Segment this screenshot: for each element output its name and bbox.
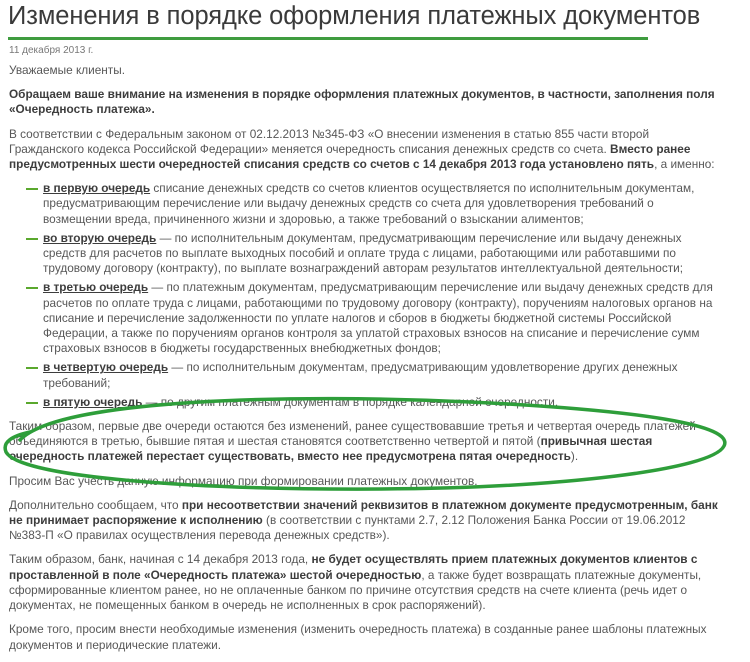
list-item: [9, 231, 724, 277]
list-item: [9, 181, 724, 227]
queue-term: во вторую очередь: [43, 230, 157, 245]
closing-paragraph: Кроме того, просим внести необходимые изменения (изменить очередность платежа) в созданные ранее шаблоны платежных документов и периодические платежи.: [9, 622, 707, 652]
queue-text: — по исполнительным документам, предусматривающим удовлетворение других денежных требований;: [43, 360, 678, 390]
bank-bold: не будет осуществлять прием платежных документов клиентов с проставленной в поле «Очередность платежа» шестой очередностью: [9, 552, 698, 582]
law-bold: Вместо ранее предусмотренных шести очередностей списания средств со счетов с 14 декабря 2013 года установлено пять: [9, 141, 691, 172]
title-underline: [8, 37, 648, 40]
queue-text: — по исполнительным документам, предусматривающим перечисление или выдачу денежных средств для расчетов по выплате выходных пособий и оплате труда с лицами, работающими или работавшими по трудовому договору (контракту), по выплате вознаграждений авторам результатов интеллектуальной деятельности;: [43, 230, 684, 276]
summary-tail: ).: [570, 449, 579, 464]
queue-term: в пятую очередь: [43, 394, 143, 409]
queue-text: — по другим платежным документам в порядке календарной очередности.: [142, 394, 559, 409]
law-tail: , а именно:: [654, 157, 715, 172]
bank-tail: , а также будет возвращать платежные документы, сформированные клиентом ранее, но не оплаченные банком по причине отсутствия средств на счете клиента (речь идет о документах, не помещенных банком в очередь не исполненных в срок распоряжений).: [9, 567, 702, 613]
summary-paragraph: [9, 419, 724, 465]
additional-paragraph: [9, 498, 724, 544]
dash-bullet-icon: [26, 188, 38, 190]
summary-text: Таким образом, первые две очереди остаются без изменений, ранее существовавшие третья и четвертая очередь платежей объединяются в третью, бывшие пятая и шестая становятся соответственно четвертой и пятой (: [9, 419, 696, 449]
law-paragraph: [9, 127, 724, 173]
page-title: Изменения в порядке оформления платежных документов: [8, 2, 701, 30]
list-item: [9, 360, 724, 390]
queue-list: [9, 181, 724, 410]
dash-bullet-icon: [26, 287, 38, 289]
bank-paragraph: [9, 552, 724, 613]
bank-text: Таким образом, банк, начиная с 14 декабря 2013 года,: [9, 552, 312, 567]
intro-paragraph: [9, 87, 724, 117]
dash-bullet-icon: [26, 367, 38, 369]
greeting: Уважаемые клиенты.: [9, 63, 125, 77]
additional-bold: при несоответствии значений реквизитов в платежном документе предусмотренным, банк не принимает распоряжение к исполнению: [9, 497, 718, 528]
list-item: [9, 395, 724, 410]
queue-term: в четвертую очередь: [43, 360, 169, 375]
summary-bold: привычная шестая очередность платежей перестает существовать, вместо нее предусмотрена пятая очередность: [9, 434, 653, 464]
article-body: [9, 63, 724, 662]
dash-bullet-icon: [26, 238, 38, 240]
intro-text: Обращаем ваше внимание на изменения в порядке оформления платежных документов, в частности, заполнения поля «Очередность платежа».: [9, 87, 715, 117]
queue-text: списание денежных средств со счетов клиентов осуществляется по исполнительным документам, предусматривающим перечисление или выдачу денежных средств со счета для удовлетворения требований о возмещении вреда, причиненного жизни и здоровью, а также требований о взыскании алиментов;: [43, 181, 695, 226]
queue-term: в первую очередь: [43, 181, 151, 196]
additional-text: Дополнительно сообщаем, что: [9, 497, 182, 512]
publication-date: 11 декабря 2013 г.: [9, 45, 94, 56]
additional-tail: (в соответствии с пунктами 2.7, 2.12 Положения Банка России от 19.06.2012 №383-П «О правилах осуществления перевода денежных средств»).: [9, 513, 686, 543]
law-text: В соответствии с Федеральным законом от 02.12.2013 №345-ФЗ «О внесении изменения в статью 855 части второй Гражданского кодекса Российской Федерации» меняется очередность списания денежных средств со счета.: [9, 126, 650, 156]
queue-term: в третью очередь: [43, 280, 149, 295]
dash-bullet-icon: [26, 402, 38, 404]
queue-text: — по платежным документам, предусматривающим перечисление или выдачу денежных средств для расчетов по оплате труда с лицами, работающими по трудовому договору (контракту), поручениям налоговых органов на списание и перечисление задолженности по уплате налогов и сборов в бюджеты бюджетной системы Российской Федерации, а также по поручениям органов контроля за уплатой страховых взносов на списание и перечисление сумм страховых взносов в бюджеты государственных внебюджетных фондов;: [43, 280, 713, 356]
list-item: [9, 280, 724, 356]
request-paragraph: Просим Вас учесть данную информацию при формировании платежных документов.: [9, 473, 478, 488]
